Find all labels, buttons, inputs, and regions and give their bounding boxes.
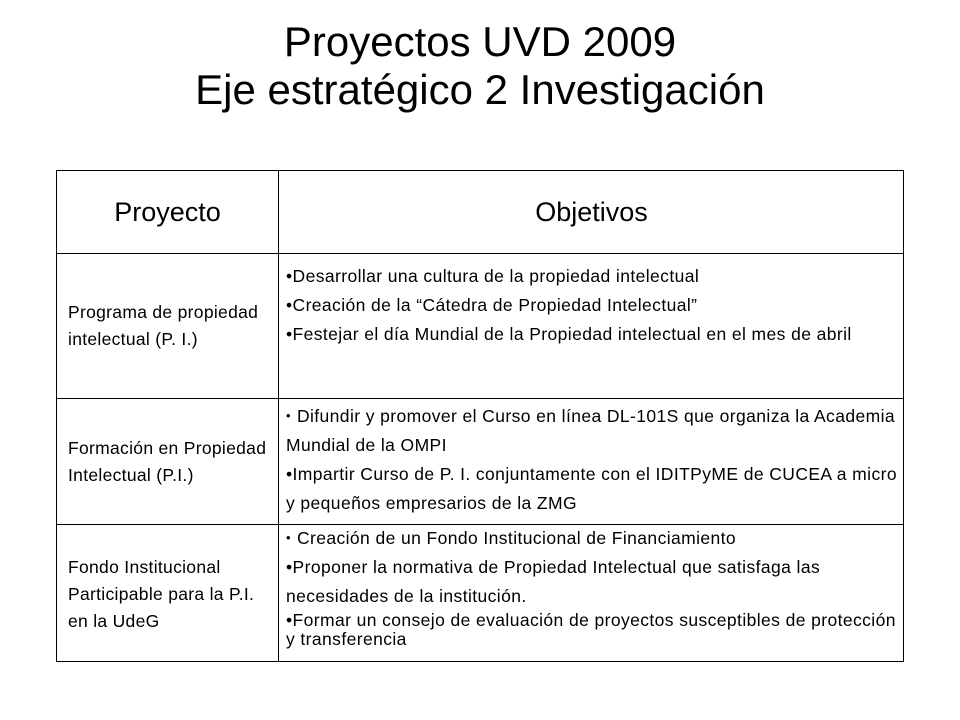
bullet-icon: • [286, 324, 293, 344]
table-row [57, 254, 903, 399]
table-row [57, 525, 903, 663]
bullet-icon: • [286, 464, 293, 484]
objectives-list [286, 262, 898, 349]
bullet-icon: • [286, 295, 293, 315]
title-line-2: Eje estratégico 2 Investigación [195, 66, 765, 113]
header-objetivos: Objetivos [535, 196, 648, 227]
objectives-list [286, 401, 898, 518]
title-line-1: Proyectos UVD 2009 [283, 18, 677, 65]
table-header-row [57, 171, 903, 254]
bullet-icon: • [286, 610, 293, 630]
header-proyecto: Proyecto [114, 196, 221, 227]
bullet-icon: • [286, 557, 293, 577]
bullet-icon: • [286, 266, 293, 286]
slide-title [0, 18, 960, 114]
objective-item: •Desarrollar una cultura de la propiedad intelectual [286, 266, 700, 286]
objective-item: •Festejar el día Mundial de la Propiedad intelectual en el mes de abril [286, 324, 852, 344]
objective-item: • Creación de un Fondo Institucional de Financiamiento [286, 528, 737, 548]
project-name: Fondo Institucional Participable para la P.I. en la UdeG [68, 556, 255, 631]
objective-item: •Impartir Curso de P. I. conjuntamente con el IDITPyME de CUCEA a micro y pequeños empresarios de la ZMG [286, 464, 897, 513]
projects-table [56, 170, 904, 662]
objectives-list [286, 523, 898, 649]
bullet-icon: • [286, 530, 291, 545]
objective-item: • Difundir y promover el Curso en línea DL-101S que organiza la Academia Mundial de la OMPI [286, 406, 895, 455]
project-name: Programa de propiedad intelectual (P. I.) [68, 302, 259, 349]
project-name: Formación en Propiedad Intelectual (P.I.) [68, 437, 267, 485]
objective-item: •Creación de la “Cátedra de Propiedad Intelectual” [286, 295, 698, 315]
objective-item: •Formar un consejo de evaluación de proyectos susceptibles de protección y transferencia [286, 610, 896, 649]
table-row [57, 399, 903, 525]
objective-item: •Proponer la normativa de Propiedad Intelectual que satisfaga las necesidades de la institución. [286, 557, 821, 606]
bullet-icon: • [286, 408, 291, 423]
